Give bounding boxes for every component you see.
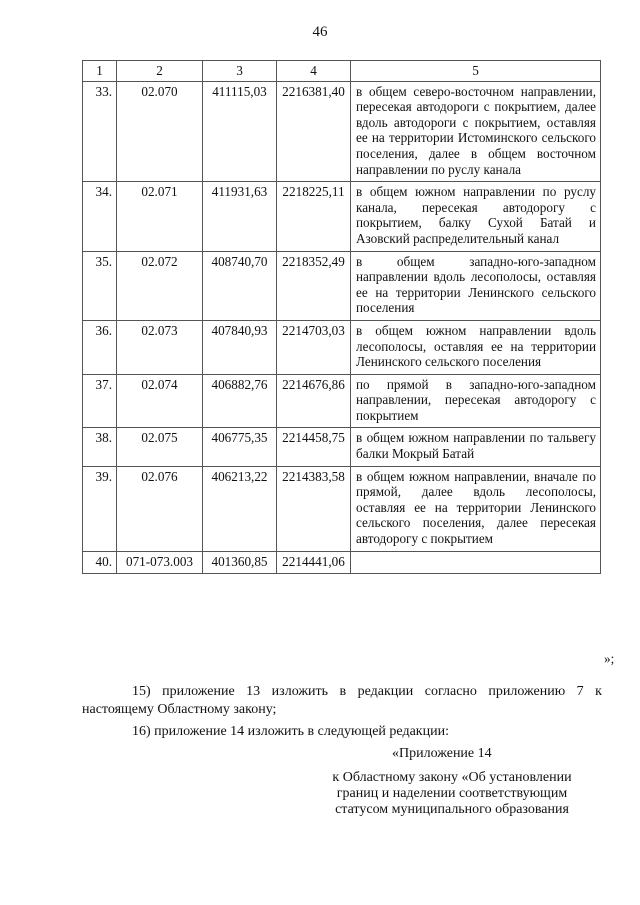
boundary-description: в общем западно-юго-западном направлении вдоль лесополосы, оставляя ее на территории Ленинского сельского поселения bbox=[351, 251, 601, 320]
coordinate-x: 407840,93 bbox=[203, 320, 277, 374]
boundary-description: по прямой в западно-юго-западном направлении, пересекая автодорогу с покрытием bbox=[351, 374, 601, 428]
boundary-description: в общем южном направлении по руслу канала, пересекая автодорогу с покрытием, балку Сухой Батай и Азовский распределительный канал bbox=[351, 182, 601, 251]
coordinate-y: 2216381,40 bbox=[277, 81, 351, 182]
table-row bbox=[83, 466, 601, 551]
coordinate-y: 2218225,11 bbox=[277, 182, 351, 251]
boundary-table bbox=[82, 60, 601, 574]
coordinate-y: 2214676,86 bbox=[277, 374, 351, 428]
boundary-description: в общем северо-восточном направлении, пересекая автодороги с покрытием, далее вдоль автодороги с покрытием, оставляя ее на территории Истоминского сельского поселения, далее в общем восточном направлении по руслу канала bbox=[351, 81, 601, 182]
paragraph-15: 15) приложение 13 изложить в редакции согласно приложению 7 к настоящему Областному закону; bbox=[82, 684, 602, 717]
table-header-row bbox=[83, 61, 601, 82]
column-header: 2 bbox=[117, 61, 203, 82]
point-code: 02.073 bbox=[117, 320, 203, 374]
row-number: 34. bbox=[83, 182, 117, 251]
table-row bbox=[83, 81, 601, 182]
coordinate-x: 411115,03 bbox=[203, 81, 277, 182]
appendix-subtitle: к Областному закону «Об установлении границ и наделении соответствующим статусом муниципального образования bbox=[332, 770, 572, 817]
table-row bbox=[83, 374, 601, 428]
row-number: 35. bbox=[83, 251, 117, 320]
point-code: 02.071 bbox=[117, 182, 203, 251]
coordinate-y: 2214703,03 bbox=[277, 320, 351, 374]
row-number: 38. bbox=[83, 428, 117, 466]
row-number: 39. bbox=[83, 466, 117, 551]
boundary-description: в общем южном направлении, вначале по прямой, далее вдоль лесополосы, оставляя ее на территории Ленинского сельского поселения, далее пересекая автодорогу с покрытием bbox=[351, 466, 601, 551]
point-code: 02.070 bbox=[117, 81, 203, 182]
row-number: 40. bbox=[83, 551, 117, 574]
column-header: 5 bbox=[351, 61, 601, 82]
point-code: 02.075 bbox=[117, 428, 203, 466]
coordinate-y: 2218352,49 bbox=[277, 251, 351, 320]
boundary-description: в общем южном направлении по тальвегу балки Мокрый Батай bbox=[351, 428, 601, 466]
coordinate-x: 411931,63 bbox=[203, 182, 277, 251]
point-code: 02.074 bbox=[117, 374, 203, 428]
coordinate-y: 2214441,06 bbox=[277, 551, 351, 574]
table-row bbox=[83, 320, 601, 374]
column-header: 1 bbox=[83, 61, 117, 82]
table-row bbox=[83, 182, 601, 251]
closing-quote-mark: »; bbox=[604, 651, 615, 666]
paragraph-16: 16) приложение 14 изложить в следующей редакции: bbox=[132, 724, 449, 739]
appendix-title: «Приложение 14 bbox=[392, 746, 492, 761]
coordinate-x: 406882,76 bbox=[203, 374, 277, 428]
column-header: 3 bbox=[203, 61, 277, 82]
row-number: 33. bbox=[83, 81, 117, 182]
coordinate-x: 406775,35 bbox=[203, 428, 277, 466]
page-number: 46 bbox=[312, 24, 328, 40]
table-row bbox=[83, 251, 601, 320]
row-number: 37. bbox=[83, 374, 117, 428]
table-row bbox=[83, 551, 601, 574]
column-header: 4 bbox=[277, 61, 351, 82]
point-code: 071-073.003 bbox=[117, 551, 203, 574]
coordinate-x: 406213,22 bbox=[203, 466, 277, 551]
boundary-description bbox=[351, 551, 601, 574]
coordinate-x: 408740,70 bbox=[203, 251, 277, 320]
boundary-description: в общем южном направлении вдоль лесополосы, оставляя ее на территории Ленинского сельского поселения bbox=[351, 320, 601, 374]
table-row bbox=[83, 428, 601, 466]
point-code: 02.076 bbox=[117, 466, 203, 551]
point-code: 02.072 bbox=[117, 251, 203, 320]
coordinate-x: 401360,85 bbox=[203, 551, 277, 574]
coordinate-y: 2214458,75 bbox=[277, 428, 351, 466]
coordinate-y: 2214383,58 bbox=[277, 466, 351, 551]
row-number: 36. bbox=[83, 320, 117, 374]
